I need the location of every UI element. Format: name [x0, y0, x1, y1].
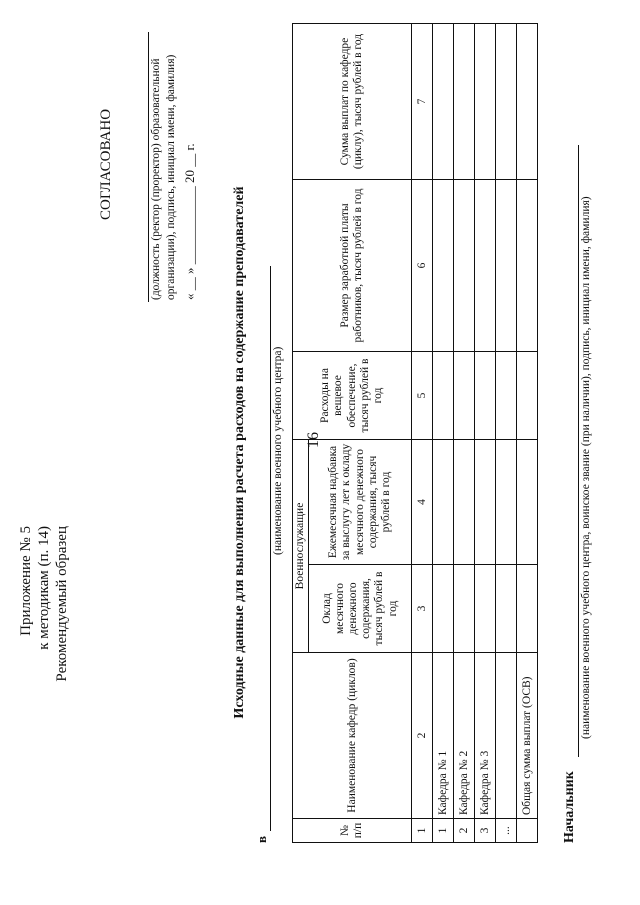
- table-row-total: [517, 24, 538, 843]
- head-label: Начальник: [562, 771, 577, 843]
- cell: [433, 180, 454, 352]
- head-caption: (наименование военного учебного центра, воинское звание (при наличии), подпись, инициал имени, фамилия): [580, 196, 592, 739]
- row-num: ...: [496, 819, 517, 843]
- col-number: 5: [412, 352, 433, 440]
- row-num: 1: [433, 819, 454, 843]
- page-number: 16: [305, 432, 322, 448]
- cell: [433, 352, 454, 440]
- center-caption: (наименование военного учебного центра): [272, 346, 284, 555]
- cell: [475, 24, 496, 180]
- cell: [433, 440, 454, 565]
- row-num: 3: [475, 819, 496, 843]
- table-row: [475, 24, 496, 843]
- header-num: № п/п: [293, 819, 412, 843]
- appendix-line-2: к методикам (п. 14): [36, 526, 52, 650]
- cell: [475, 180, 496, 352]
- center-name-line: [270, 266, 271, 831]
- header-name: Наименование кафедр (циклов): [293, 653, 412, 819]
- approval-title: СОГЛАСОВАНО: [98, 108, 114, 220]
- cell: [475, 440, 496, 565]
- cell: [517, 180, 538, 352]
- cell: [475, 352, 496, 440]
- cell: [496, 565, 517, 653]
- header-group-military: Военнослужащие: [293, 440, 309, 653]
- cell: [496, 180, 517, 352]
- cell: [454, 565, 475, 653]
- row-name: [496, 653, 517, 819]
- col-number: 3: [412, 565, 433, 653]
- cell: [433, 565, 454, 653]
- header-clothing: Расходы на вещевое обеспечение, тысяч рублей в год: [293, 352, 412, 440]
- col-number: 7: [412, 24, 433, 180]
- header-wages: Размер заработной платы работников, тысяч рублей в год: [293, 180, 412, 352]
- appendix-line-1: Приложение № 5: [18, 526, 34, 636]
- document-title: Исходные данные для выполнения расчета расходов на содержание преподавателей: [232, 186, 247, 719]
- cell: [454, 352, 475, 440]
- header-bonus: Ежемесячная надбавка за выслугу лет к окладу месячного денежного содержания, тысяч рублей в год: [309, 440, 412, 565]
- col-number: 6: [412, 180, 433, 352]
- approval-caption-2: организации), подпись, инициал имени, фамилия): [165, 54, 177, 300]
- cell: [454, 24, 475, 180]
- cell: [517, 440, 538, 565]
- row-name: Кафедра № 3: [475, 653, 496, 819]
- cell: [454, 440, 475, 565]
- table-row: [496, 24, 517, 843]
- row-num: 2: [454, 819, 475, 843]
- col-number: 1: [412, 819, 433, 843]
- appendix-line-3: Рекомендуемый образец: [54, 526, 70, 682]
- row-name: Кафедра № 1: [433, 653, 454, 819]
- data-table: [292, 23, 538, 843]
- cell: [517, 565, 538, 653]
- cell: [496, 352, 517, 440]
- approval-signature-line: [148, 32, 149, 302]
- table-row: [433, 24, 454, 843]
- cell: [517, 352, 538, 440]
- cell: [496, 440, 517, 565]
- cell: [517, 819, 538, 843]
- cell: [433, 24, 454, 180]
- total-row-label: Общая сумма выплат (ОСВ): [517, 653, 538, 819]
- in-prefix: в: [254, 835, 269, 843]
- table-row: [454, 24, 475, 843]
- header-salary: Оклад месячного денежного содержания, тысяч рублей в год: [309, 565, 412, 653]
- cell: [475, 565, 496, 653]
- row-name: Кафедра № 2: [454, 653, 475, 819]
- approval-caption-1: (должность (ректор (проректор) образовательной: [150, 58, 162, 300]
- approval-date-line: « __ » ____________ 20 __ г.: [182, 143, 197, 300]
- cell: [454, 180, 475, 352]
- col-number: 4: [412, 440, 433, 565]
- header-total: Сумма выплат по кафедре (циклу), тысяч рублей в год: [293, 24, 412, 180]
- head-signature-line: [578, 145, 579, 757]
- col-number: 2: [412, 653, 433, 819]
- cell: [496, 24, 517, 180]
- cell: [517, 24, 538, 180]
